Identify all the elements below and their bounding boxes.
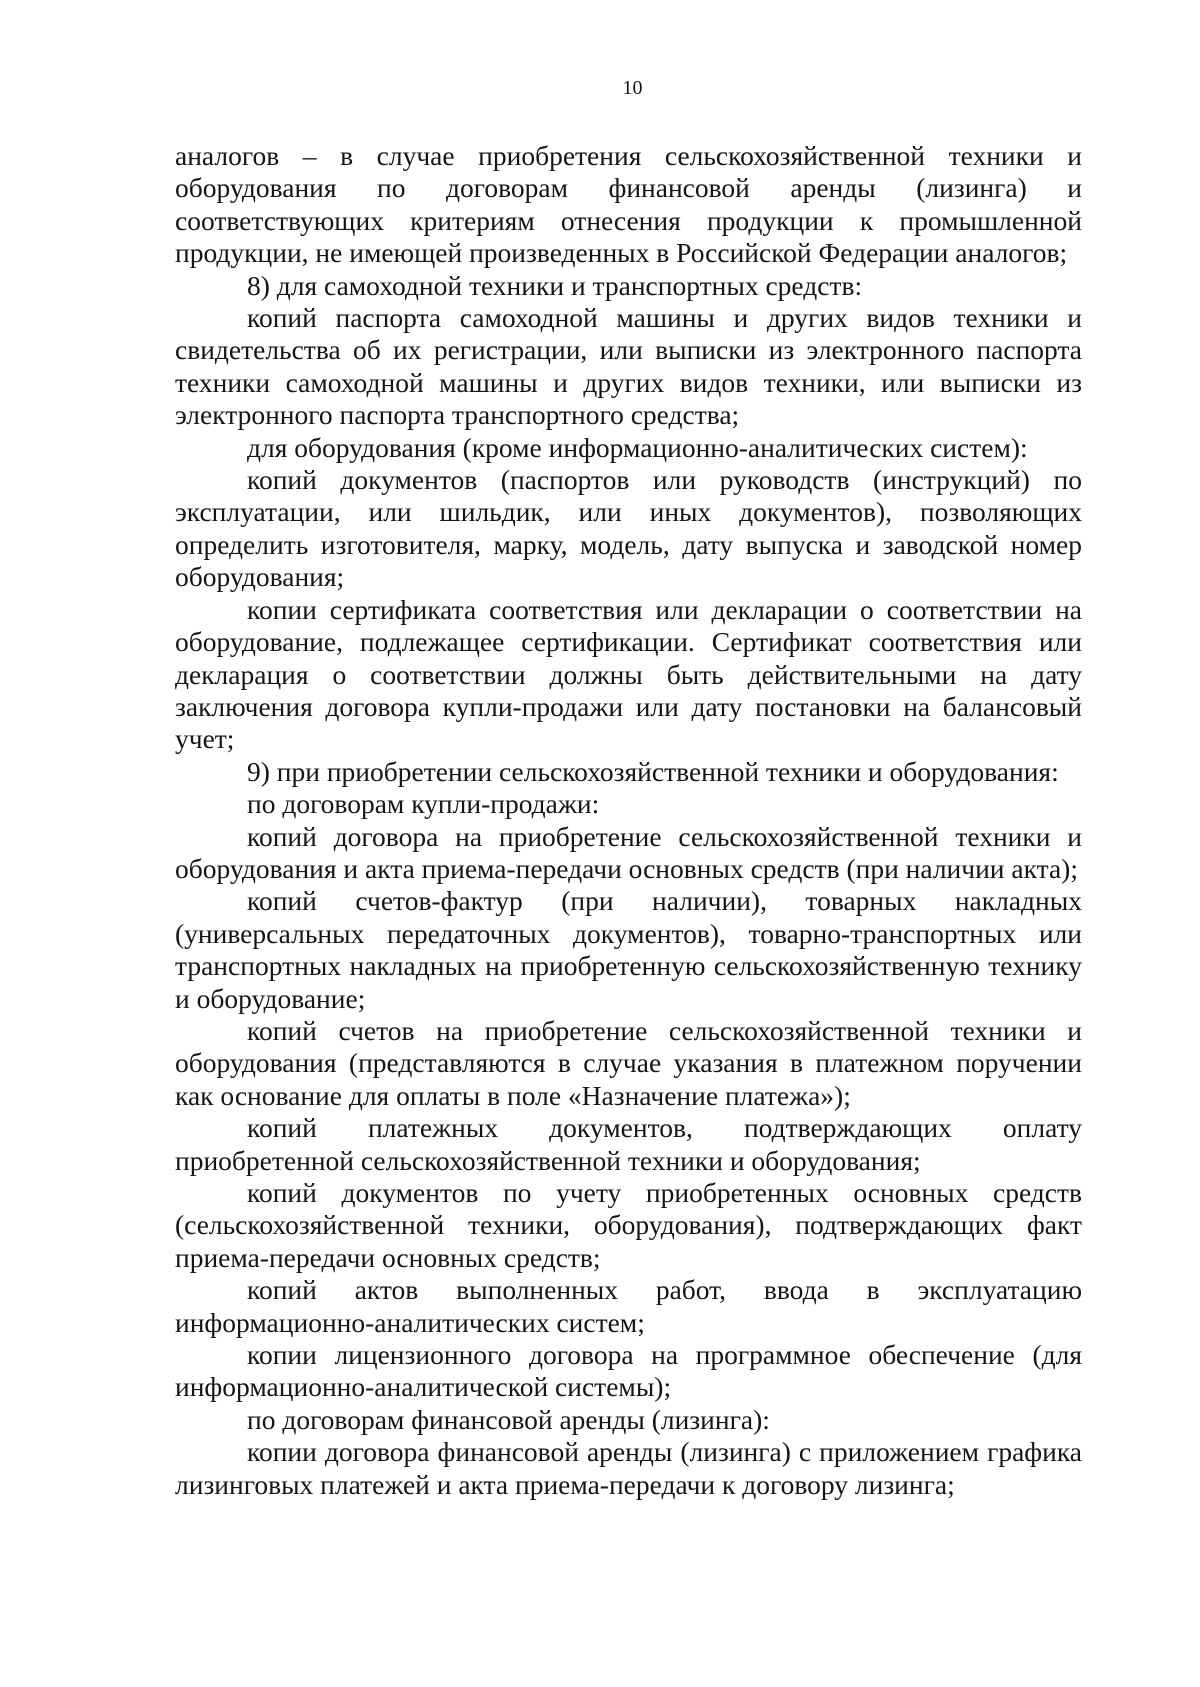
paragraph-self-propelled-passport-copies: копий паспорта самоходной машины и других видов техники и свидетельства об их регистрации, или выписки из электронного паспорта техники самоходной машины и других видов техники, или выписки из электронного паспорта транспортного средства; [175, 302, 1082, 431]
page-number: 10 [622, 77, 643, 99]
document-body [175, 140, 1082, 1501]
paragraph-item-9-heading: 9) при приобретении сельскохозяйственной техники и оборудования: [247, 755, 1059, 787]
paragraph-purchase-contract-copies: копий договора на приобретение сельскохозяйственной техники и оборудования и акта приема-передачи основных средств (при наличии акта); [175, 820, 1082, 884]
paragraph-license-agreement-copies: копии лицензионного договора на программное обеспечение (для информационно-аналитической системы); [175, 1339, 1082, 1403]
paragraph-leasing-heading: по договорам финансовой аренды (лизинга): [247, 1403, 770, 1435]
paragraph-item-8-heading: 8) для самоходной техники и транспортных средств: [247, 269, 863, 301]
paragraph-fixed-assets-accounting-copies: копий документов по учету приобретенных основных средств (сельскохозяйственной техники, оборудования), подтверждающих факт приема-передачи основных средств; [175, 1177, 1082, 1273]
paragraph-payment-document-copies: копий платежных документов, подтверждающих оплату приобретенной сельскохозяйственной техники и оборудования; [175, 1112, 1082, 1176]
paragraph-equipment-document-copies: копий документов (паспортов или руководств (инструкций) по эксплуатации, или шильдик, или иных документов), позволяющих определить изготовителя, марку, модель, дату выпуска и заводской номер оборудования; [175, 464, 1082, 593]
paragraph-acts-of-work-copies: копий актов выполненных работ, ввода в эксплуатацию информационно-аналитических систем; [175, 1274, 1082, 1338]
paragraph-bill-copies: копий счетов на приобретение сельскохозяйственной техники и оборудования (представляются в случае указания в платежном поручении как основание для оплаты в поле «Назначение платежа»); [175, 1014, 1082, 1111]
paragraph-analogs-continued: аналогов – в случае приобретения сельскохозяйственной техники и оборудования по договорам финансовой аренды (лизинга) и соответствующих критериям отнесения продукции к промышленной продукции, не имеющей произведенных в Российской Федерации аналогов; [175, 140, 1082, 269]
paragraph-invoice-copies: копий счетов-фактур (при наличии), товарных накладных (универсальных передаточных документов), товарно-транспортных или транспортных накладных на приобретенную сельскохозяйственную технику и оборудование; [175, 885, 1082, 1014]
paragraph-equipment-heading: для оборудования (кроме информационно-аналитических систем): [247, 431, 1028, 463]
paragraph-leasing-contract-copies: копии договора финансовой аренды (лизинга) с приложением графика лизинговых платежей и акта приема-передачи к договору лизинга; [175, 1436, 1082, 1500]
paragraph-certificate-copies: копии сертификата соответствия или декларации о соответствии на оборудование, подлежащее сертификации. Сертификат соответствия или декларация о соответствии должны быть действительными на дату заключения договора купли-продажи или дату постановки на балансовый учет; [175, 593, 1082, 755]
paragraph-sale-contracts-heading: по договорам купли-продажи: [247, 788, 600, 820]
